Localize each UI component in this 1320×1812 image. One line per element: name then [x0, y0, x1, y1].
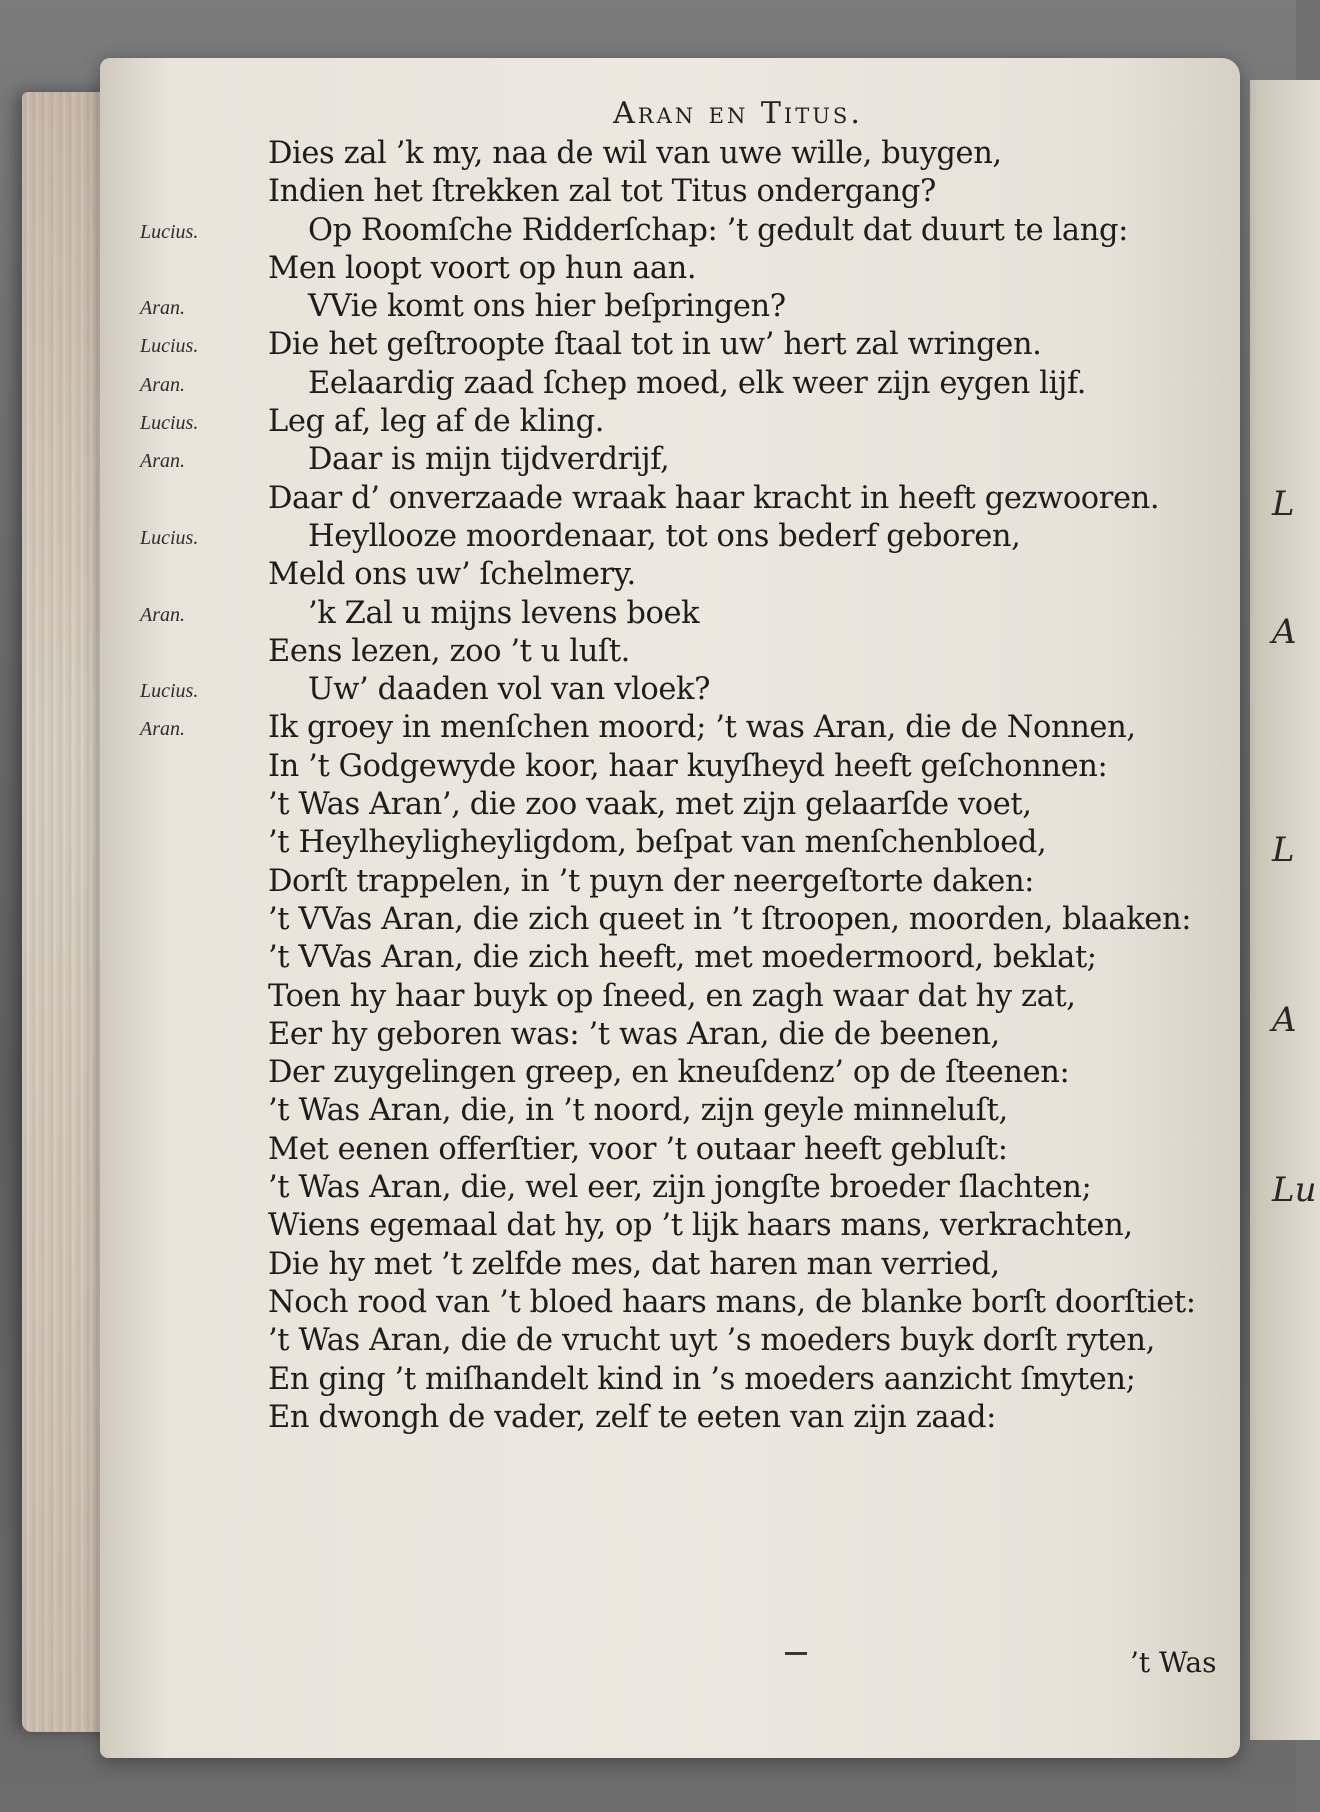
verse-line: [140, 1285, 1250, 1323]
verse-text: Der zuygelingen greep, en kneuſdenz’ op de ſteenen:: [268, 1055, 1070, 1091]
verse-line: [140, 213, 1250, 251]
adjacent-page: [1250, 80, 1320, 1740]
adjacent-page-fragment: L: [1272, 484, 1295, 524]
verse-text: Heyllooze moordenaar, tot ons bederf geboren,: [308, 518, 1021, 554]
verse-line: [140, 864, 1250, 902]
speaker-label: Lucius.: [140, 680, 199, 703]
verse-text: ’t Was Aran, die, wel eer, zijn jongſte broeder ſlachten;: [268, 1170, 1092, 1206]
speaker-label: Lucius.: [140, 220, 199, 243]
verse-line: [140, 1247, 1250, 1285]
speaker-label: Aran.: [140, 297, 185, 320]
verse-line: [140, 1093, 1250, 1131]
verse-text: Op Roomſche Ridderſchap: ’t gedult dat duurt te lang:: [308, 212, 1128, 248]
verse-line: [140, 1400, 1250, 1438]
verse-line: [140, 634, 1250, 672]
verse-text: ’t Was Aran, die de vrucht uyt ’s moeders buyk dorſt ryten,: [268, 1323, 1155, 1359]
verse-line: [140, 557, 1250, 595]
verse-text: ’t Heylheyligheyligdom, beſpat van menſchenbloed,: [268, 825, 1047, 861]
verse-text: Eelaardig zaad ſchep moed, elk weer zijn eygen lijf.: [308, 365, 1087, 401]
adjacent-page-fragment: A: [1272, 612, 1297, 652]
verse-text: Wiens egemaal dat hy, op ’t lijk haars mans, verkrachten,: [268, 1208, 1133, 1244]
verse-line: [140, 136, 1250, 174]
verse-line: [140, 979, 1250, 1017]
speaker-label: Lucius.: [140, 335, 199, 358]
verse-line: [140, 251, 1250, 289]
page-dash: [785, 1652, 807, 1655]
verse-text: Eens lezen, zoo ’t u luſt.: [268, 633, 630, 669]
verse-line: [140, 825, 1250, 863]
speaker-label: Lucius.: [140, 526, 199, 549]
verse-text-block: [140, 136, 1250, 1438]
verse-text: Uw’ daaden vol van vloek?: [308, 672, 711, 708]
adjacent-page-fragment: A: [1272, 1000, 1297, 1040]
verse-text: En ging ’t miſhandelt kind in ’s moeders aanzicht ſmyten;: [268, 1361, 1136, 1397]
speaker-label: Aran.: [140, 718, 185, 741]
verse-line: [140, 481, 1250, 519]
verse-text: Men loopt voort op hun aan.: [268, 250, 697, 286]
adjacent-page-fragment: Lu: [1272, 1170, 1317, 1210]
verse-text: Met eenen offerſtier, voor ’t outaar heeft gebluſt:: [268, 1131, 1008, 1167]
verse-text: Dies zal ’k my, naa de wil van uwe wille, buygen,: [268, 136, 1002, 171]
verse-text: ’t VVas Aran, die zich queet in ’t ſtroopen, moorden, blaaken:: [268, 901, 1192, 937]
verse-line: [140, 174, 1250, 212]
verse-line: [140, 1055, 1250, 1093]
verse-line: [140, 1208, 1250, 1246]
verse-text: ’t VVas Aran, die zich heeft, met moedermoord, beklat;: [268, 940, 1097, 976]
adjacent-page-fragment: L: [1272, 830, 1295, 870]
verse-line: [140, 327, 1250, 365]
speaker-label: Aran.: [140, 450, 185, 473]
verse-text: Daar d’ onverzaade wraak haar kracht in heeft gezwooren.: [268, 480, 1160, 516]
verse-line: [140, 1132, 1250, 1170]
verse-line: [140, 940, 1250, 978]
verse-line: [140, 289, 1250, 327]
speaker-label: Lucius.: [140, 412, 199, 435]
speaker-label: Aran.: [140, 603, 185, 626]
verse-line: [140, 902, 1250, 940]
verse-line: [140, 519, 1250, 557]
verse-text: En dwongh de vader, zelf te eeten van zijn zaad:: [268, 1399, 996, 1435]
verse-text: Leg af, leg af de kling.: [268, 404, 605, 440]
verse-text: Toen hy haar buyk op ſneed, en zagh waar dat hy zat,: [268, 978, 1076, 1014]
verse-text: In ’t Godgewyde koor, haar kuyſheyd heeft geſchonnen:: [268, 748, 1108, 784]
verse-text: Noch rood van ’t bloed haars mans, de blanke borſt doorſtiet:: [268, 1284, 1196, 1320]
verse-text: ’t Was Aran’, die zoo vaak, met zijn gelaarſde voet,: [268, 787, 1032, 823]
verse-line: [140, 366, 1250, 404]
verse-text: Dorſt trappelen, in ’t puyn der neergeſtorte daken:: [268, 863, 1035, 899]
verse-text: Die het geſtroopte ſtaal tot in uw’ hert zal wringen.: [268, 327, 1042, 363]
verse-text: Ik groey in menſchen moord; ’t was Aran, die de Nonnen,: [268, 710, 1136, 746]
verse-line: [140, 787, 1250, 825]
verse-line: [140, 710, 1250, 748]
verse-text: Eer hy geboren was: ’t was Aran, die de beenen,: [268, 1016, 1000, 1052]
speaker-label: Aran.: [140, 373, 185, 396]
verse-text: Indien het ſtrekken zal tot Titus ondergang?: [268, 174, 936, 210]
verse-line: [140, 1170, 1250, 1208]
verse-line: [140, 672, 1250, 710]
catchword: ’t Was: [1130, 1646, 1217, 1679]
verse-line: [140, 749, 1250, 787]
verse-line: [140, 1362, 1250, 1400]
verse-text: Daar is mijn tijdverdrijf,: [308, 442, 670, 478]
verse-line: [140, 1323, 1250, 1361]
verse-text: ’k Zal u mijns levens boek: [308, 595, 700, 631]
verse-text: ’t Was Aran, die, in ’t noord, zijn geyle minneluſt,: [268, 1093, 1008, 1129]
verse-text: VVie komt ons hier beſpringen?: [308, 289, 786, 325]
verse-text: Meld ons uw’ ſchelmery.: [268, 557, 636, 593]
verse-text: Die hy met ’t zelfde mes, dat haren man verried,: [268, 1246, 1000, 1282]
verse-line: [140, 442, 1250, 480]
verse-line: [140, 404, 1250, 442]
running-head: Aran en Titus.: [613, 96, 863, 131]
verse-line: [140, 1017, 1250, 1055]
verse-line: [140, 596, 1250, 634]
